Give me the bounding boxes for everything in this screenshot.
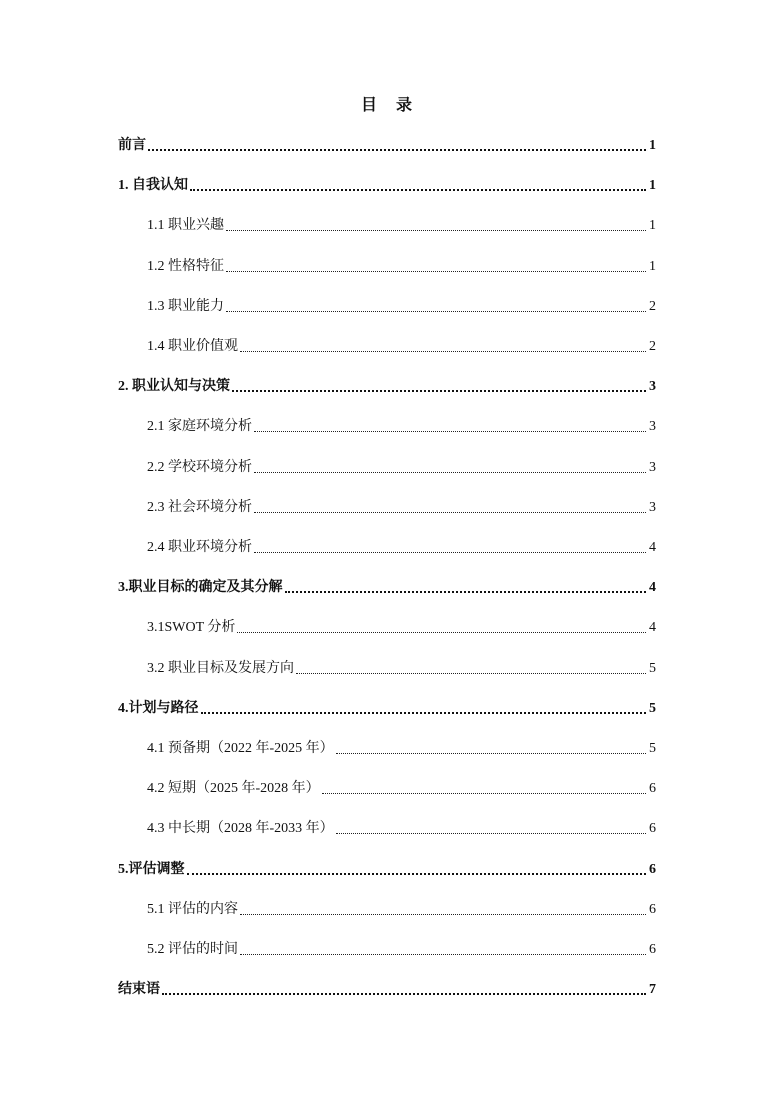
toc-entry[interactable] bbox=[147, 896, 656, 920]
toc-entry-page-number: 5 bbox=[649, 660, 656, 676]
toc-entry-page-number: 2 bbox=[649, 339, 656, 354]
toc-entry-label: 4.2 短期（2025 年-2028 年） bbox=[147, 781, 320, 797]
toc-entry-page-number: 6 bbox=[649, 781, 656, 797]
toc-entry-label: 1.1 职业兴趣 bbox=[147, 218, 224, 234]
toc-entry-page-number: 5 bbox=[649, 741, 656, 756]
toc-entry-label: 3.1SWOT 分析 bbox=[147, 620, 236, 636]
toc-entry[interactable] bbox=[147, 815, 656, 839]
toc-entry[interactable] bbox=[147, 333, 656, 357]
toc-entry[interactable] bbox=[118, 373, 656, 397]
toc-entry[interactable] bbox=[147, 534, 656, 558]
toc-dot-leader bbox=[201, 699, 647, 719]
toc-entry-label: 4.3 中长期（2028 年-2033 年） bbox=[147, 821, 334, 837]
toc-dot-leader bbox=[336, 819, 646, 839]
toc-entry[interactable] bbox=[147, 454, 656, 478]
toc-dot-leader bbox=[237, 618, 646, 638]
toc-entry[interactable] bbox=[147, 293, 656, 317]
toc-dot-leader bbox=[226, 297, 646, 317]
toc-entry-page-number: 1 bbox=[649, 178, 656, 194]
toc-entry-page-number: 6 bbox=[649, 821, 656, 837]
toc-dot-leader bbox=[296, 659, 646, 679]
toc-entry-page-number: 5 bbox=[649, 700, 656, 716]
toc-entry-page-number: 1 bbox=[649, 258, 656, 274]
toc-title bbox=[0, 92, 774, 115]
toc-dot-leader bbox=[226, 216, 646, 236]
toc-entry-page-number: 1 bbox=[649, 218, 656, 234]
toc-entry[interactable] bbox=[147, 936, 656, 960]
toc-entry[interactable] bbox=[118, 132, 656, 156]
toc-entry-label: 2.3 社会环境分析 bbox=[147, 499, 252, 515]
toc-dot-leader bbox=[187, 860, 647, 880]
toc-entry-page-number: 7 bbox=[649, 982, 656, 998]
toc-entry[interactable] bbox=[118, 976, 656, 1000]
toc-entry[interactable] bbox=[147, 655, 656, 679]
toc-entry-page-number: 6 bbox=[649, 901, 656, 917]
toc-entry-label: 5.评估调整 bbox=[118, 861, 185, 877]
toc-entry-label: 5.1 评估的内容 bbox=[147, 901, 238, 917]
toc-dot-leader bbox=[232, 377, 646, 397]
toc-entry-label: 3.2 职业目标及发展方向 bbox=[147, 660, 294, 676]
toc-entry-page-number: 3 bbox=[649, 459, 656, 475]
toc-entry-label: 3.职业目标的确定及其分解 bbox=[118, 580, 283, 596]
toc-entry-label: 5.2 评估的时间 bbox=[147, 942, 238, 957]
toc-entry[interactable] bbox=[118, 695, 656, 719]
toc-dot-leader bbox=[254, 458, 646, 478]
toc-dot-leader bbox=[254, 498, 646, 518]
toc-dot-leader bbox=[240, 900, 646, 920]
toc-entry-label: 1.2 性格特征 bbox=[147, 258, 224, 274]
toc-entry-label: 1. 自我认知 bbox=[118, 178, 188, 194]
toc-entry-page-number: 4 bbox=[649, 580, 656, 596]
toc-entry-label: 1.4 职业价值观 bbox=[147, 339, 238, 354]
toc-entry[interactable] bbox=[118, 172, 656, 196]
toc-dot-leader bbox=[162, 980, 646, 1000]
toc-entry[interactable] bbox=[147, 775, 656, 799]
toc-entry-label: 2.2 学校环境分析 bbox=[147, 459, 252, 475]
toc-entry[interactable] bbox=[147, 413, 656, 437]
toc-entry[interactable] bbox=[147, 253, 656, 277]
toc-dot-leader bbox=[336, 739, 646, 759]
toc-entry[interactable] bbox=[147, 494, 656, 518]
toc-dot-leader bbox=[190, 176, 646, 196]
toc-dot-leader bbox=[322, 779, 646, 799]
toc-entry-label: 4.1 预备期（2022 年-2025 年） bbox=[147, 741, 334, 756]
toc-entry-page-number: 4 bbox=[649, 620, 656, 636]
toc-dot-leader bbox=[285, 578, 647, 598]
toc-entry-label: 1.3 职业能力 bbox=[147, 298, 224, 314]
toc-entry-page-number: 2 bbox=[649, 298, 656, 314]
toc-entry-label: 2. 职业认知与决策 bbox=[118, 379, 230, 395]
toc-dot-leader bbox=[240, 337, 646, 357]
toc-entry-label: 前言 bbox=[118, 138, 146, 153]
toc-dot-leader bbox=[240, 940, 646, 960]
toc-dot-leader bbox=[226, 257, 646, 277]
toc-entry-label: 结束语 bbox=[118, 982, 160, 998]
toc-entry[interactable] bbox=[118, 856, 656, 880]
toc-entry-page-number: 6 bbox=[649, 942, 656, 957]
toc-entry-label: 2.1 家庭环境分析 bbox=[147, 419, 252, 435]
toc-dot-leader bbox=[254, 417, 646, 437]
toc-title-left: 目 bbox=[360, 97, 378, 114]
toc-entry[interactable] bbox=[118, 574, 656, 598]
toc-entry-page-number: 4 bbox=[649, 540, 656, 555]
toc-entry-page-number: 6 bbox=[649, 861, 656, 877]
toc-entry-page-number: 3 bbox=[649, 499, 656, 515]
toc-entry-label: 2.4 职业环境分析 bbox=[147, 540, 252, 555]
toc-entry[interactable] bbox=[147, 212, 656, 236]
toc-dot-leader bbox=[254, 538, 646, 558]
toc-entry[interactable] bbox=[147, 614, 656, 638]
toc-entry-label: 4.计划与路径 bbox=[118, 700, 199, 716]
toc-entry-page-number: 1 bbox=[649, 138, 656, 153]
toc-dot-leader bbox=[148, 136, 646, 156]
toc-entry-page-number: 3 bbox=[649, 379, 656, 395]
toc-title-right: 录 bbox=[396, 97, 414, 114]
toc-entry[interactable] bbox=[147, 735, 656, 759]
toc-entry-page-number: 3 bbox=[649, 419, 656, 435]
